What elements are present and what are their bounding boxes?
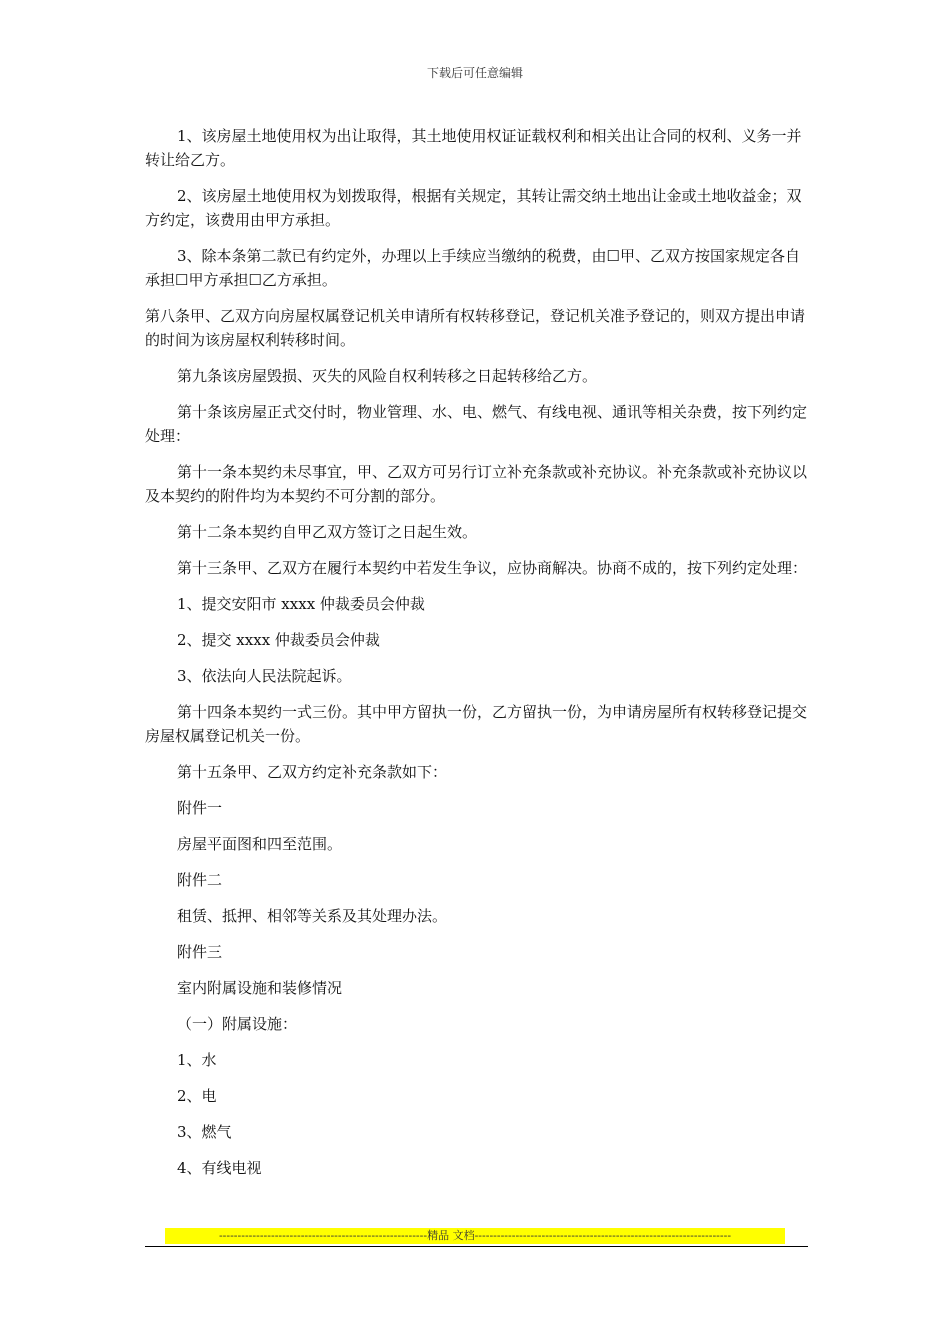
- paragraph: 房屋平面图和四至范围。: [177, 835, 343, 853]
- list-item: 1、水: [177, 1051, 217, 1069]
- paragraph: 第十二条本契约自甲乙双方签订之日起生效。: [177, 523, 478, 541]
- footer-divider: [145, 1246, 808, 1247]
- list-item: 3、燃气: [177, 1123, 232, 1141]
- section-heading: （一）附属设施：: [177, 1015, 298, 1033]
- page-header: 下载后可任意编辑: [426, 66, 523, 80]
- list-item: 3、依法向人民法院起诉。: [177, 667, 352, 685]
- paragraph: 室内附属设施和装修情况: [177, 979, 343, 997]
- paragraph: 第十三条甲、乙双方在履行本契约中若发生争议，应协商解决。协商不成的，按下列约定处理：: [177, 559, 808, 577]
- document-body: [145, 124, 810, 1192]
- paragraph: 第九条该房屋毁损、灭失的风险自权利转移之日起转移给乙方。: [177, 367, 598, 385]
- paragraph: 第八条甲、乙双方向房屋权属登记机关申请所有权转移登记，登记机关准予登记的，则双方提出申请的时间为该房屋权利转移时间。: [145, 307, 806, 349]
- list-item: 4、有线电视: [177, 1159, 262, 1177]
- footer-banner: --------------------------------------------------------精品 文档---------------------------------------------------------------------: [165, 1228, 785, 1244]
- list-item: 1、提交安阳市 xxxx 仲裁委员会仲裁: [177, 595, 425, 613]
- attachment-heading: 附件二: [177, 871, 223, 889]
- paragraph: 2、该房屋土地使用权为划拨取得，根据有关规定，其转让需交纳土地出让金或土地收益金；双方约定，该费用由甲方承担。: [145, 187, 802, 229]
- attachment-heading: 附件三: [177, 943, 223, 961]
- list-item: 2、电: [177, 1087, 217, 1105]
- list-item: 2、提交 xxxx 仲裁委员会仲裁: [177, 631, 380, 649]
- paragraph: 1、该房屋土地使用权为出让取得，其土地使用权证证载权利和相关出让合同的权利、义务一并转让给乙方。: [145, 127, 802, 169]
- paragraph: 租赁、抵押、相邻等关系及其处理办法。: [177, 907, 448, 925]
- paragraph: 3、除本条第二款已有约定外，办理以上手续应当缴纳的税费，由☐甲、乙双方按国家规定各自承担☐甲方承担☐乙方承担。: [145, 247, 800, 289]
- attachment-heading: 附件一: [177, 799, 223, 817]
- paragraph: 第十四条本契约一式三份。其中甲方留执一份，乙方留执一份，为申请房屋所有权转移登记提交房屋权属登记机关一份。: [145, 703, 808, 745]
- paragraph: 第十条该房屋正式交付时，物业管理、水、电、燃气、有线电视、通讯等相关杂费，按下列约定处理：: [145, 403, 808, 445]
- paragraph: 第十五条甲、乙双方约定补充条款如下：: [177, 763, 448, 781]
- paragraph: 第十一条本契约未尽事宜，甲、乙双方可另行订立补充条款或补充协议。补充条款或补充协议以及本契约的附件均为本契约不可分割的部分。: [145, 463, 808, 505]
